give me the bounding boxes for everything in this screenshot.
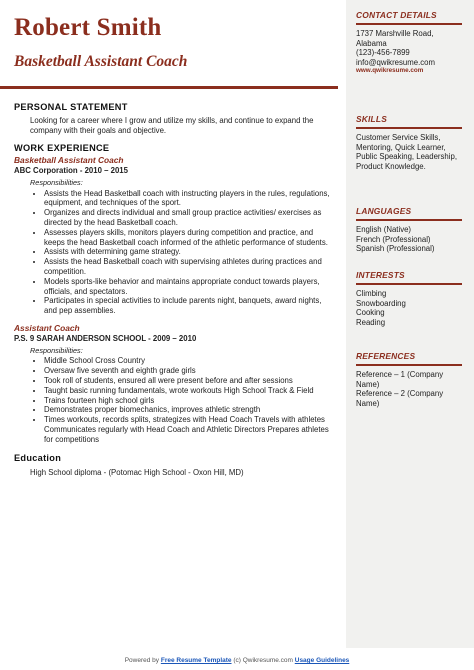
list-item: • Assists with determining game strategy. [44,247,334,257]
list-item: • Demonstrates proper biomechanics, improves athletic strength [44,405,334,415]
work-experience-heading: WORK EXPERIENCE [14,143,110,154]
responsibilities-list [14,189,334,316]
job-title: Basketball Assistant Coach [14,155,124,166]
list-item: • Assists the head Basketball coach with supervising athletes during practices and competition. [44,257,334,277]
section-divider [356,23,462,25]
responsibilities-label: Responsibilities: [30,345,83,355]
language-item: French (Professional) [356,234,431,244]
contact-email[interactable]: info@qwikresume.com [356,57,435,67]
page-footer [0,652,474,670]
contact-heading: CONTACT DETAILS [356,10,437,20]
personal-statement-heading: PERSONAL STATEMENT [14,102,128,112]
usage-guidelines-link[interactable]: Usage Guidelines [294,657,350,664]
skills-section [356,114,468,171]
interest-item: Reading [356,317,386,327]
list-item: • Trains fourteen high school girls [44,396,334,406]
job-title: Assistant Coach [14,322,80,333]
languages-section [356,206,468,254]
footer-copyright: (c) Qwikresume.com [233,657,293,664]
reference-item: Reference – 2 (Company Name) [356,389,444,408]
list-item: • Organizes and directs individual and small group practice activities/ exercises as directed by the head Basketball coach. [44,208,334,228]
candidate-job-title: Basketball Assistant Coach [14,53,188,70]
list-item: • Models sports-like behavior and maintains appropriate conduct towards players, officials, and spectators. [44,277,334,297]
list-item: • Assists the Head Basketball coach with instructing players in the rules, regulations, equipment, and techniques of the sport. [44,189,334,209]
interests-section [356,270,468,327]
resume-content [14,103,334,478]
responsibilities-label: Responsibilities: [30,177,83,187]
free-resume-template-link[interactable]: Free Resume Template [160,657,232,664]
education-entry: High School diploma - (Potomac High School - Oxon Hill, MD) [30,468,244,478]
resume-sidebar [346,0,474,648]
languages-heading: LANGUAGES [356,206,412,216]
list-item: • Taught basic running fundamentals, wrote workouts High School Track & Field [44,386,334,396]
personal-statement-text: Looking for a career where I grow and utilize my skills, and continue to expand the company with their goals and objective. [30,115,314,135]
job-company: ABC Corporation - 2010 – 2015 [14,165,128,175]
section-divider [356,283,462,285]
contact-phone[interactable]: (123)-456-7899 [356,48,410,58]
skills-text: Customer Service Skills, Mentoring, Quick Learner, Public Speaking, Leadership, Product Knowledge. [356,133,457,171]
responsibilities-list [14,356,334,444]
list-item: • Middle School Cross Country [44,356,334,366]
contact-section [356,10,468,74]
reference-item: Reference – 1 (Company Name) [356,370,444,389]
list-item: • Oversaw five seventh and eighth grade girls [44,366,334,376]
contact-address-line: 1737 Marshville Road, [356,29,434,38]
education-heading: Education [14,452,62,463]
section-divider [356,219,462,221]
list-item: • Took roll of students, ensured all were present before and after sessions [44,376,334,386]
language-item: English (Native) [356,225,412,234]
skills-heading: SKILLS [356,114,387,124]
list-item: • Participates in special activities to include parents night, banquets, award nights, and pep assemblies. [44,296,334,316]
header-divider [0,86,338,89]
list-item: • Assesses players skills, monitors players during competition and practice, and keeps the head Basketball coach informed of the athletic performance of students. [44,228,334,248]
interest-item: Snowboarding [356,298,406,308]
job-entry-2 [14,324,334,445]
list-item: • Times workouts, records splits, strategizes with Head Coach Travels with athletes Communicates regularly with Head Coach and Athletic Directors Prepares athletes for competitions [44,415,334,444]
interests-heading: INTERESTS [356,270,405,280]
interest-item: Climbing [356,289,387,298]
section-divider [356,364,462,366]
contact-state: Alabama [356,38,387,48]
references-heading: REFERENCES [356,351,416,361]
interest-item: Cooking [356,308,385,318]
section-divider [356,127,462,129]
references-section [356,351,468,408]
job-entry-1 [14,156,334,316]
candidate-name: Robert Smith [14,14,162,41]
language-item: Spanish (Professional) [356,244,435,254]
contact-website-link[interactable]: www.qwikresume.com [356,67,424,75]
footer-prefix: Powered by [124,657,160,664]
job-company: P.S. 9 SARAH ANDERSON SCHOOL - 2009 – 2010 [14,333,197,343]
